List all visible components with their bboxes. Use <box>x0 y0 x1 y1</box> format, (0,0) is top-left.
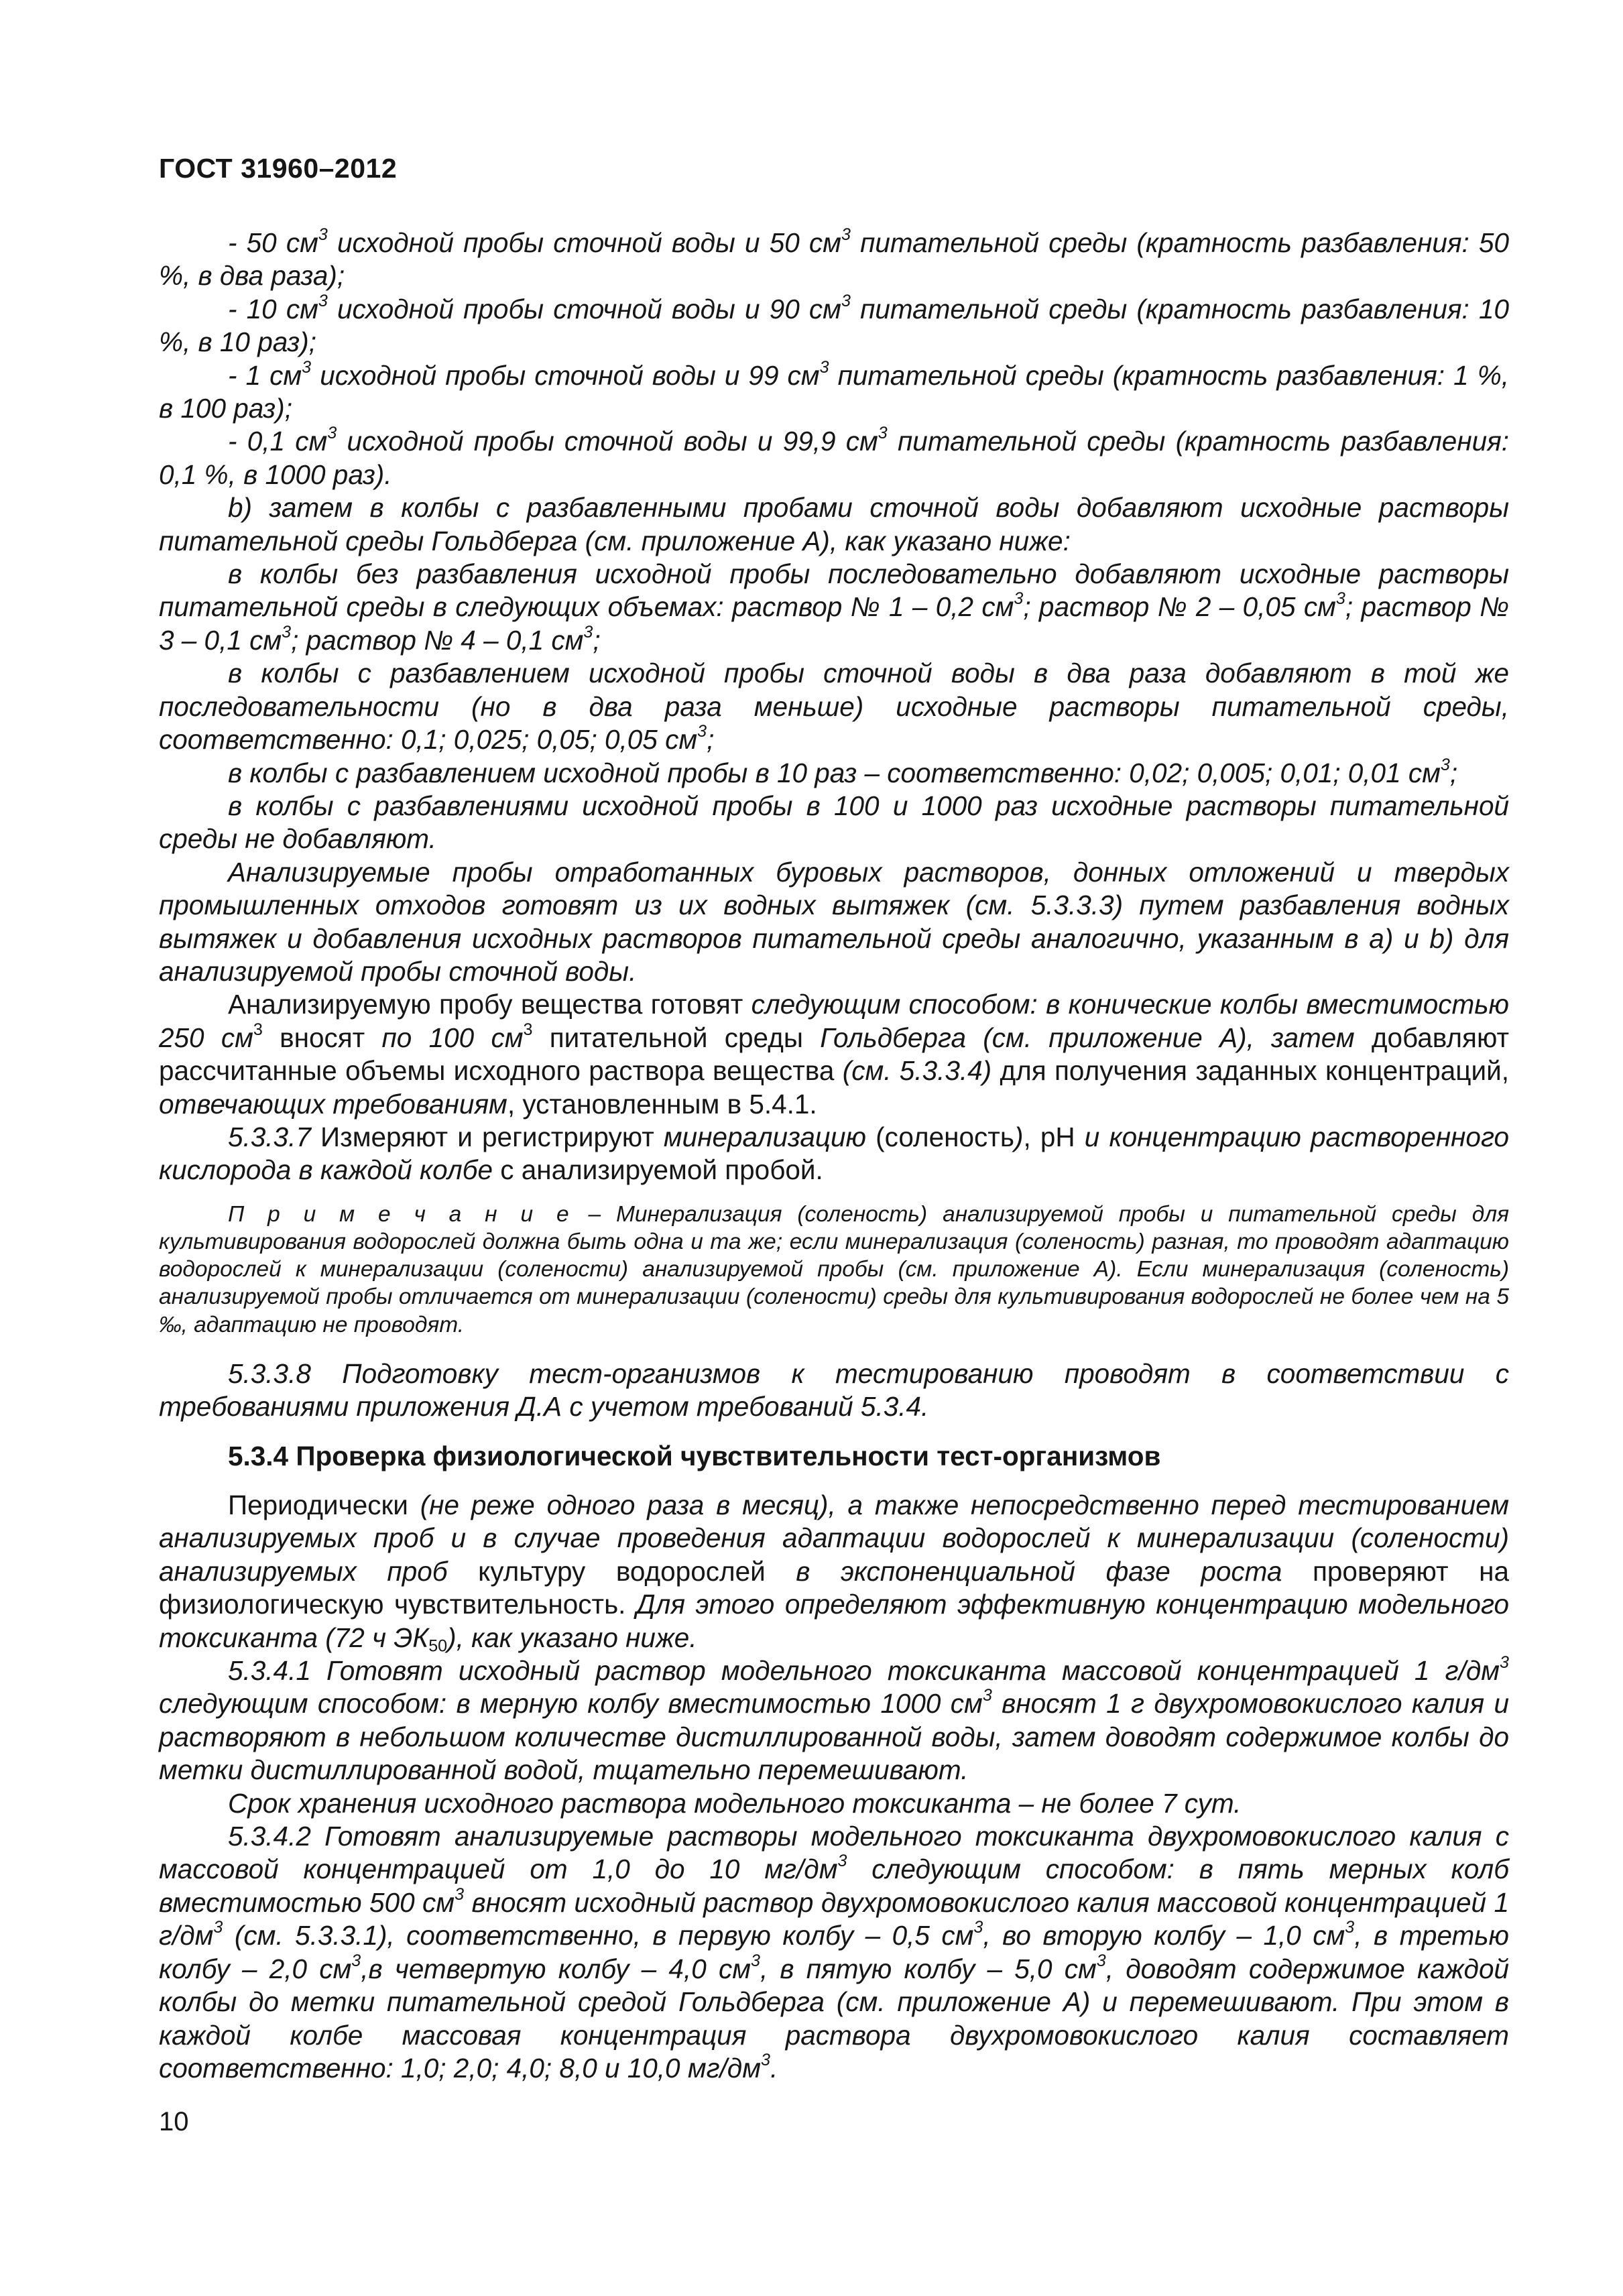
note: П р и м е ч а н и е – Минерализация (соленость) анализируемой пробы и питательной среды для культивирования водорослей должна быть одна и та же; если минерализация (соленость) разная, то проводят адаптацию водорослей к минерализации (солености) анализируемой пробы (см. приложение А). Если минерализация (соленость) анализируемой пробы отличается от минерализации (солености) среды для культивирования водорослей не более чем на 5 ‰, адаптацию не проводят. <box>159 1201 1509 1337</box>
paragraph: b) затем в колбы с разбавленными пробами сточной воды добавляют исходные растворы питательной среды Гольдберга (см. приложение А), как указано ниже: <box>159 492 1509 556</box>
paragraph: в колбы с разбавлениями исходной пробы в 100 и 1000 раз исходные растворы питательной среды не добавляют. <box>159 790 1509 855</box>
paragraph: - 50 $см^3$ исходной пробы сточной воды и 50 $см^3$ питательной среды (кратность разбавления: 50 %, в два раза); <box>159 225 1509 292</box>
paragraph: в колбы с разбавлением исходной пробы в 10 раз – соответственно: 0,02; 0,005; 0,01; 0,01 $см^3$; <box>228 755 1458 788</box>
paragraph: - 0,1 $см^3$ исходной пробы сточной воды и 99,9 $см^3$ питательной среды (кратность разбавления: 0,1 %, в 1000 раз). <box>159 424 1510 490</box>
paragraph: Срок хранения исходного раствора модельного токсиканта – не более 7 сут. <box>228 1787 1242 1819</box>
paragraph: Анализируемые пробы отработанных буровых растворов, донных отложений и твердых промышленных отходов готовят из их водных вытяжек (см. 5.3.3.3) путем разбавления водных вытяжек и добавления исходных растворов питательной среды аналогично, указанным в а) и b) для анализируемой пробы сточной воды. <box>159 856 1509 987</box>
paragraph: в колбы с разбавлением исходной пробы сточной воды в два раза добавляют в той же последовательности (но в два раза меньше) исходные растворы питательной среды, соответственно: 0,1; 0,025; 0,05; 0,05 $см^3$; <box>159 658 1509 756</box>
paragraph: - 10 $см^3$ исходной пробы сточной воды и 90 $см^3$ питательной среды (кратность разбавления: 10 %, в 10 раз); <box>159 291 1509 358</box>
page-number: 10 <box>159 2107 189 2136</box>
section-heading: 5.3.4 Проверка физиологической чувствительности тест-организмов <box>228 1440 1161 1471</box>
document-header: ГОСТ 31960–2012 <box>159 153 398 184</box>
paragraph: 5.3.4.2 Готовят анализируемые растворы модельного токсиканта двухромовокислого калия с массовой концентрацией от 1,0 до 10 $мг/дм^3$ следующим способом: в пять мерных колб вместимостью 500 $см^3$ вносят исходный раствор двухромовокислого калия массовой концентрацией 1 $г/дм^3$ (см. 5.3.3.1), соответственно, в первую колбу – 0,5 $см^3$, во вторую колбу – 1,0 $см^3$, в третью колбу – 2,0 $см^3,в$ четвертую колбу – 4,0 $см^3$, в пятую колбу – 5,0 $см^3$, доводят содержимое каждой колбы до метки питательной средой Гольдберга (см. приложение А) и перемешивают. При этом в каждой колбе массовая концентрация раствора двухромовокислого калия составляет соответственно: 1,0; 2,0; 4,0; 8,0 и 10,0 $мг/дм^3$. <box>159 1821 1509 2083</box>
paragraph: Анализируемую пробу вещества готовят следующим способом: в конические колбы вместимостью 250 $см^3$ вносят по 100 $см^3$ питательной среды Гольдберга (см. приложение А), затем добавляют рассчитанные объемы исходного раствора вещества (см. 5.3.3.4) для получения заданных концентраций, отвечающих требованиям, установленным в 5.4.1. <box>159 989 1509 1120</box>
document-page <box>159 0 1509 2296</box>
paragraph: 5.3.4.1 Готовят исходный раствор модельного токсиканта массовой концентрацией 1 $г/дм^3$ следующим способом: в мерную колбу вместимостью 1000 $см^3$ вносят 1 г двухромовокислого калия и растворяют в небольшом количестве дистиллированной воды, затем доводят содержимое колбы до метки дистиллированной водой, тщательно перемешивают. <box>159 1652 1509 1786</box>
paragraph: Периодически (не реже одного раза в месяц), а также непосредственно перед тестированием анализируемых проб и в случае проведения адаптации водорослей к минерализации (солености) анализируемых проб культуру водорослей в экспоненциальной фазе роста проверяют на физиологическую чувствительность. Для этого определяют эффективную концентрацию модельного токсиканта (72 ч $ЭК_{50}$), как указано ниже. <box>159 1490 1509 1655</box>
paragraph: 5.3.3.7 Измеряют и регистрируют минерализацию (соленость), pH и концентрацию растворенного кислорода в каждой колбе с анализируемой пробой. <box>159 1121 1509 1186</box>
document-body <box>159 227 1509 2085</box>
paragraph: - 1 $см^3$ исходной пробы сточной воды и 99 $см^3$ питательной среды (кратность разбавления: 1 %, в 100 раз); <box>159 357 1509 424</box>
paragraph: в колбы без разбавления исходной пробы последовательно добавляют исходные растворы питательной среды в следующих объемах: раствор № 1 – 0,2 $см^3$; раствор № 2 – 0,05 $см^3$; раствор № 3 – 0,1 $см^3$; раствор № 4 – 0,1 $см^3$; <box>159 558 1509 656</box>
paragraph: 5.3.3.8 Подготовку тест-организмов к тестированию проводят в соответствии с требованиями приложения Д.А с учетом требований 5.3.4. <box>159 1357 1509 1423</box>
